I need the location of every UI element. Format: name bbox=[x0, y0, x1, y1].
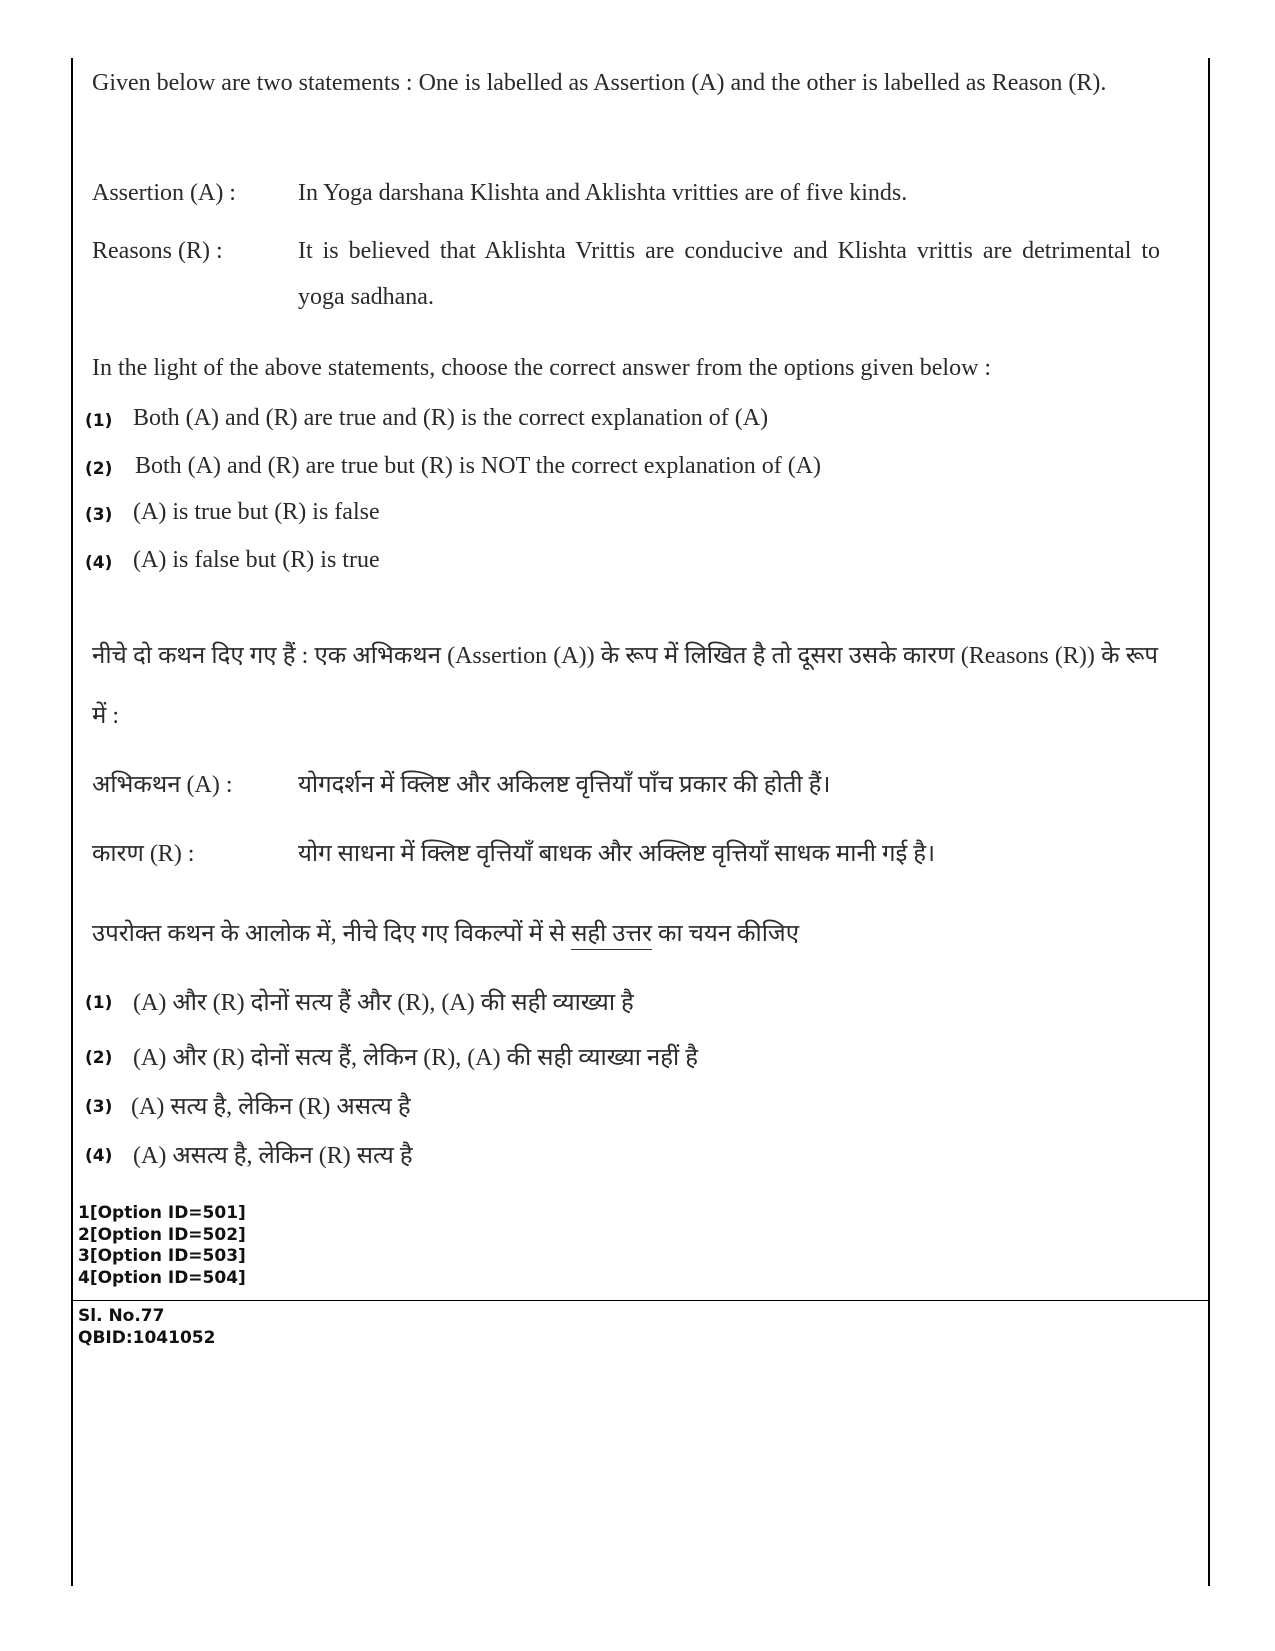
hindi-option-text: (A) सत्य है, लेकिन (R) असत्य है bbox=[131, 1094, 411, 1120]
reason-label: Reasons (R) : bbox=[92, 238, 223, 264]
hindi-instruction bbox=[92, 916, 799, 949]
hindi-option-text: (A) असत्य है, लेकिन (R) सत्य है bbox=[133, 1143, 413, 1169]
hindi-instruction-underlined: सही उत्तर bbox=[571, 921, 652, 950]
hindi-option-number: (2) bbox=[85, 1048, 113, 1068]
option-text: Both (A) and (R) are true and (R) is the correct explanation of (A) bbox=[133, 405, 769, 431]
hindi-option-text: (A) और (R) दोनों सत्य हैं और (R), (A) की सही व्याख्या है bbox=[133, 990, 634, 1016]
reason-text: It is believed that Aklishta Vrittis are conducive and Klishta vrittis are detrimental to yoga sadhana. bbox=[298, 238, 1160, 310]
option-id: 2[Option ID=502] bbox=[78, 1224, 246, 1245]
hindi-assertion-label: अभिकथन (A) : bbox=[92, 772, 233, 798]
option-id: 4[Option ID=504] bbox=[78, 1267, 246, 1288]
hindi-option-number: (1) bbox=[85, 993, 113, 1013]
instruction: In the light of the above statements, choose the correct answer from the options given below : bbox=[92, 355, 992, 381]
option-number: (2) bbox=[85, 459, 113, 479]
option-text: (A) is true but (R) is false bbox=[133, 499, 380, 525]
hindi-intro: नीचे दो कथन दिए गए हैं : एक अभिकथन (Assertion (A)) के रूप में लिखित है तो दूसरा उसके कारण (Reasons (R)) के रूप में : bbox=[92, 643, 1158, 729]
next-question-meta bbox=[78, 1306, 215, 1349]
qbid: QBID:1041052 bbox=[78, 1327, 216, 1348]
option-number: (3) bbox=[85, 505, 113, 525]
hindi-instruction-post: का चयन कीजिए bbox=[651, 921, 800, 947]
serial-number: Sl. No.77 bbox=[78, 1306, 165, 1326]
assertion-label: Assertion (A) : bbox=[92, 180, 236, 206]
question-divider bbox=[71, 1300, 1210, 1301]
option-number: (1) bbox=[85, 411, 113, 431]
option-text: Both (A) and (R) are true but (R) is NOT the correct explanation of (A) bbox=[135, 453, 822, 479]
hindi-assertion-text: योगदर्शन में क्लिष्ट और अकिलष्ट वृत्तियाँ पाँच प्रकार की होती हैं। bbox=[298, 772, 831, 798]
hindi-reason-label: कारण (R) : bbox=[92, 841, 195, 867]
hindi-option-text: (A) और (R) दोनों सत्य हैं, लेकिन (R), (A) की सही व्याख्या नहीं है bbox=[133, 1045, 698, 1071]
hindi-option-number: (3) bbox=[85, 1097, 113, 1117]
option-id: 1[Option ID=501] bbox=[78, 1203, 246, 1223]
option-number: (4) bbox=[85, 553, 113, 573]
option-id-list bbox=[78, 1203, 246, 1289]
option-text: (A) is false but (R) is true bbox=[133, 547, 380, 573]
option-id: 3[Option ID=503] bbox=[78, 1246, 246, 1266]
assertion-text: In Yoga darshana Klishta and Aklishta vritties are of five kinds. bbox=[298, 180, 908, 206]
question-intro: Given below are two statements : One is labelled as Assertion (A) and the other is labelled as Reason (R). bbox=[92, 70, 1107, 96]
hindi-option-number: (4) bbox=[85, 1146, 113, 1166]
left-border bbox=[71, 58, 73, 1586]
hindi-reason-text: योग साधना में क्लिष्ट वृत्तियाँ बाधक और अक्लिष्ट वृत्तियाँ साधक मानी गई है। bbox=[298, 841, 936, 867]
right-border bbox=[1208, 58, 1210, 1586]
hindi-instruction-pre: उपरोक्त कथन के आलोक में, नीचे दिए गए विकल्पों में से bbox=[92, 921, 572, 947]
